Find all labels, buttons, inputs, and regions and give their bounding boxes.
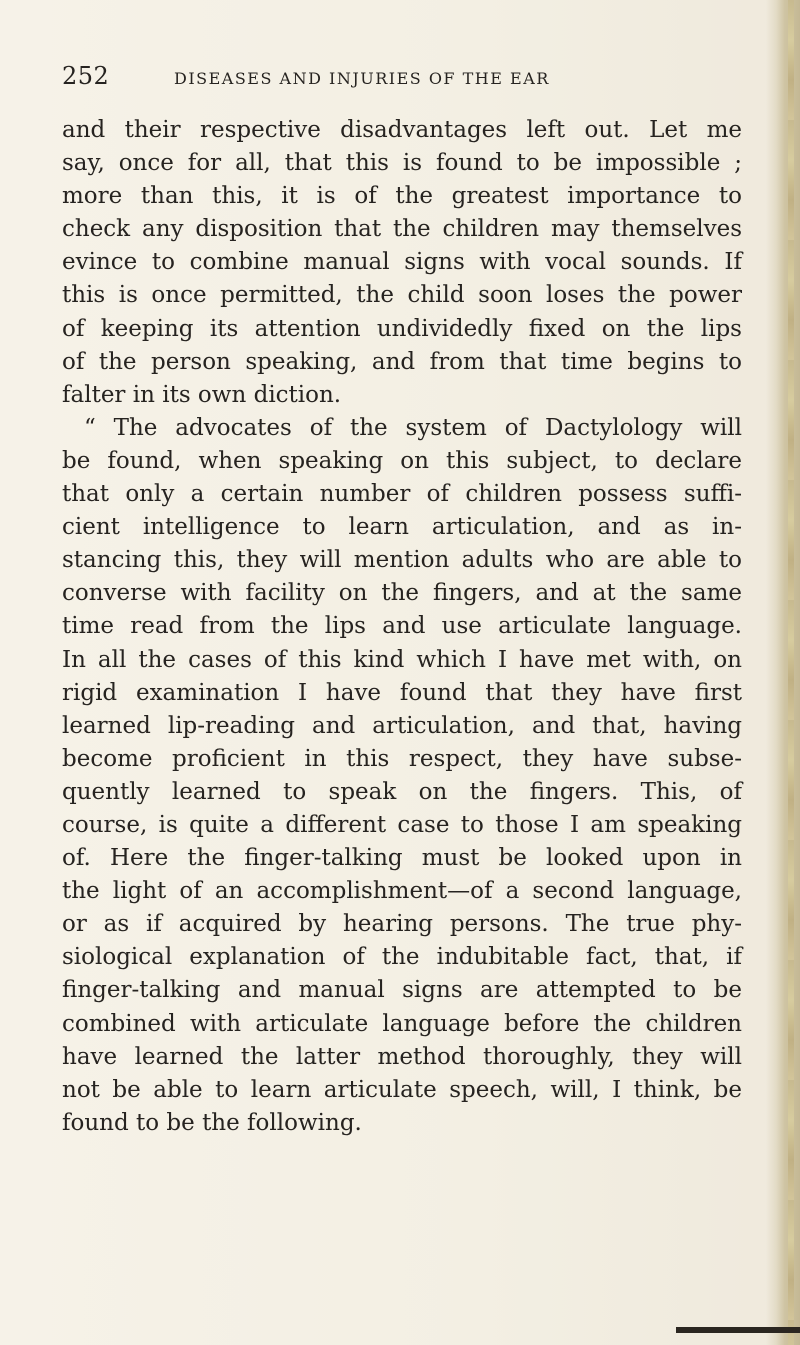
- text-line: combined with articulate language before the children: [62, 1010, 742, 1037]
- text-line: siological explanation of the indubitable fact, that, if: [62, 944, 742, 971]
- text-line: be found, when speaking on this subject, to declare: [62, 447, 742, 474]
- text-line: not be able to learn articulate speech, will, I think, be: [62, 1076, 742, 1103]
- text-line: “ The advocates of the system of Dactylology will: [84, 414, 742, 441]
- text-line: found to be the following.: [62, 1109, 362, 1136]
- page-edge-shadow: [766, 0, 800, 1345]
- page-number: 252: [62, 62, 110, 90]
- text-line: falter in its own diction.: [62, 381, 342, 408]
- text-line: time read from the lips and use articulate language.: [62, 613, 742, 640]
- text-line: of keeping its attention undividedly fixed on the lips: [62, 315, 742, 342]
- running-title: DISEASES AND INJURIES OF THE EAR: [174, 69, 550, 88]
- text-line: and their respective disadvantages left out. Let me: [62, 117, 742, 143]
- text-line: the light of an accomplishment—of a second language,: [62, 878, 742, 905]
- text-line: learned lip-reading and articulation, and that, having: [62, 712, 742, 739]
- text-line: become proficient in this respect, they have subse-: [62, 745, 742, 772]
- bottom-rule: [676, 1327, 800, 1333]
- text-line: course, is quite a different case to those I am speaking: [62, 811, 742, 838]
- text-line: finger-talking and manual signs are attempted to be: [62, 977, 742, 1004]
- text-line: have learned the latter method thoroughly, they will: [62, 1043, 742, 1070]
- text-line: that only a certain number of children possess suffi-: [62, 481, 742, 508]
- page-edge-band: [788, 0, 794, 1345]
- text-line: check any disposition that the children may themselves: [62, 216, 742, 243]
- text-line: quently learned to speak on the fingers. This, of: [62, 778, 742, 805]
- text-line: evince to combine manual signs with vocal sounds. If: [62, 249, 742, 276]
- text-line: of the person speaking, and from that time begins to: [62, 348, 742, 375]
- text-line: of. Here the finger-talking must be looked upon in: [62, 845, 742, 872]
- text-line: cient intelligence to learn articulation, and as in-: [62, 514, 742, 541]
- page-header: [62, 62, 742, 94]
- text-line: stancing this, they will mention adults who are able to: [62, 547, 742, 574]
- text-line: converse with facility on the fingers, and at the same: [62, 580, 742, 607]
- text-line: In all the cases of this kind which I have met with, on: [62, 646, 742, 673]
- text-line: more than this, it is of the greatest importance to: [62, 183, 742, 210]
- text-line: this is once permitted, the child soon loses the power: [62, 282, 742, 309]
- text-line: say, once for all, that this is found to be impossible ;: [62, 150, 742, 177]
- text-line: rigid examination I have found that they have first: [62, 679, 742, 706]
- text-line: or as if acquired by hearing persons. The true phy-: [62, 911, 742, 938]
- body-text: [62, 114, 742, 1140]
